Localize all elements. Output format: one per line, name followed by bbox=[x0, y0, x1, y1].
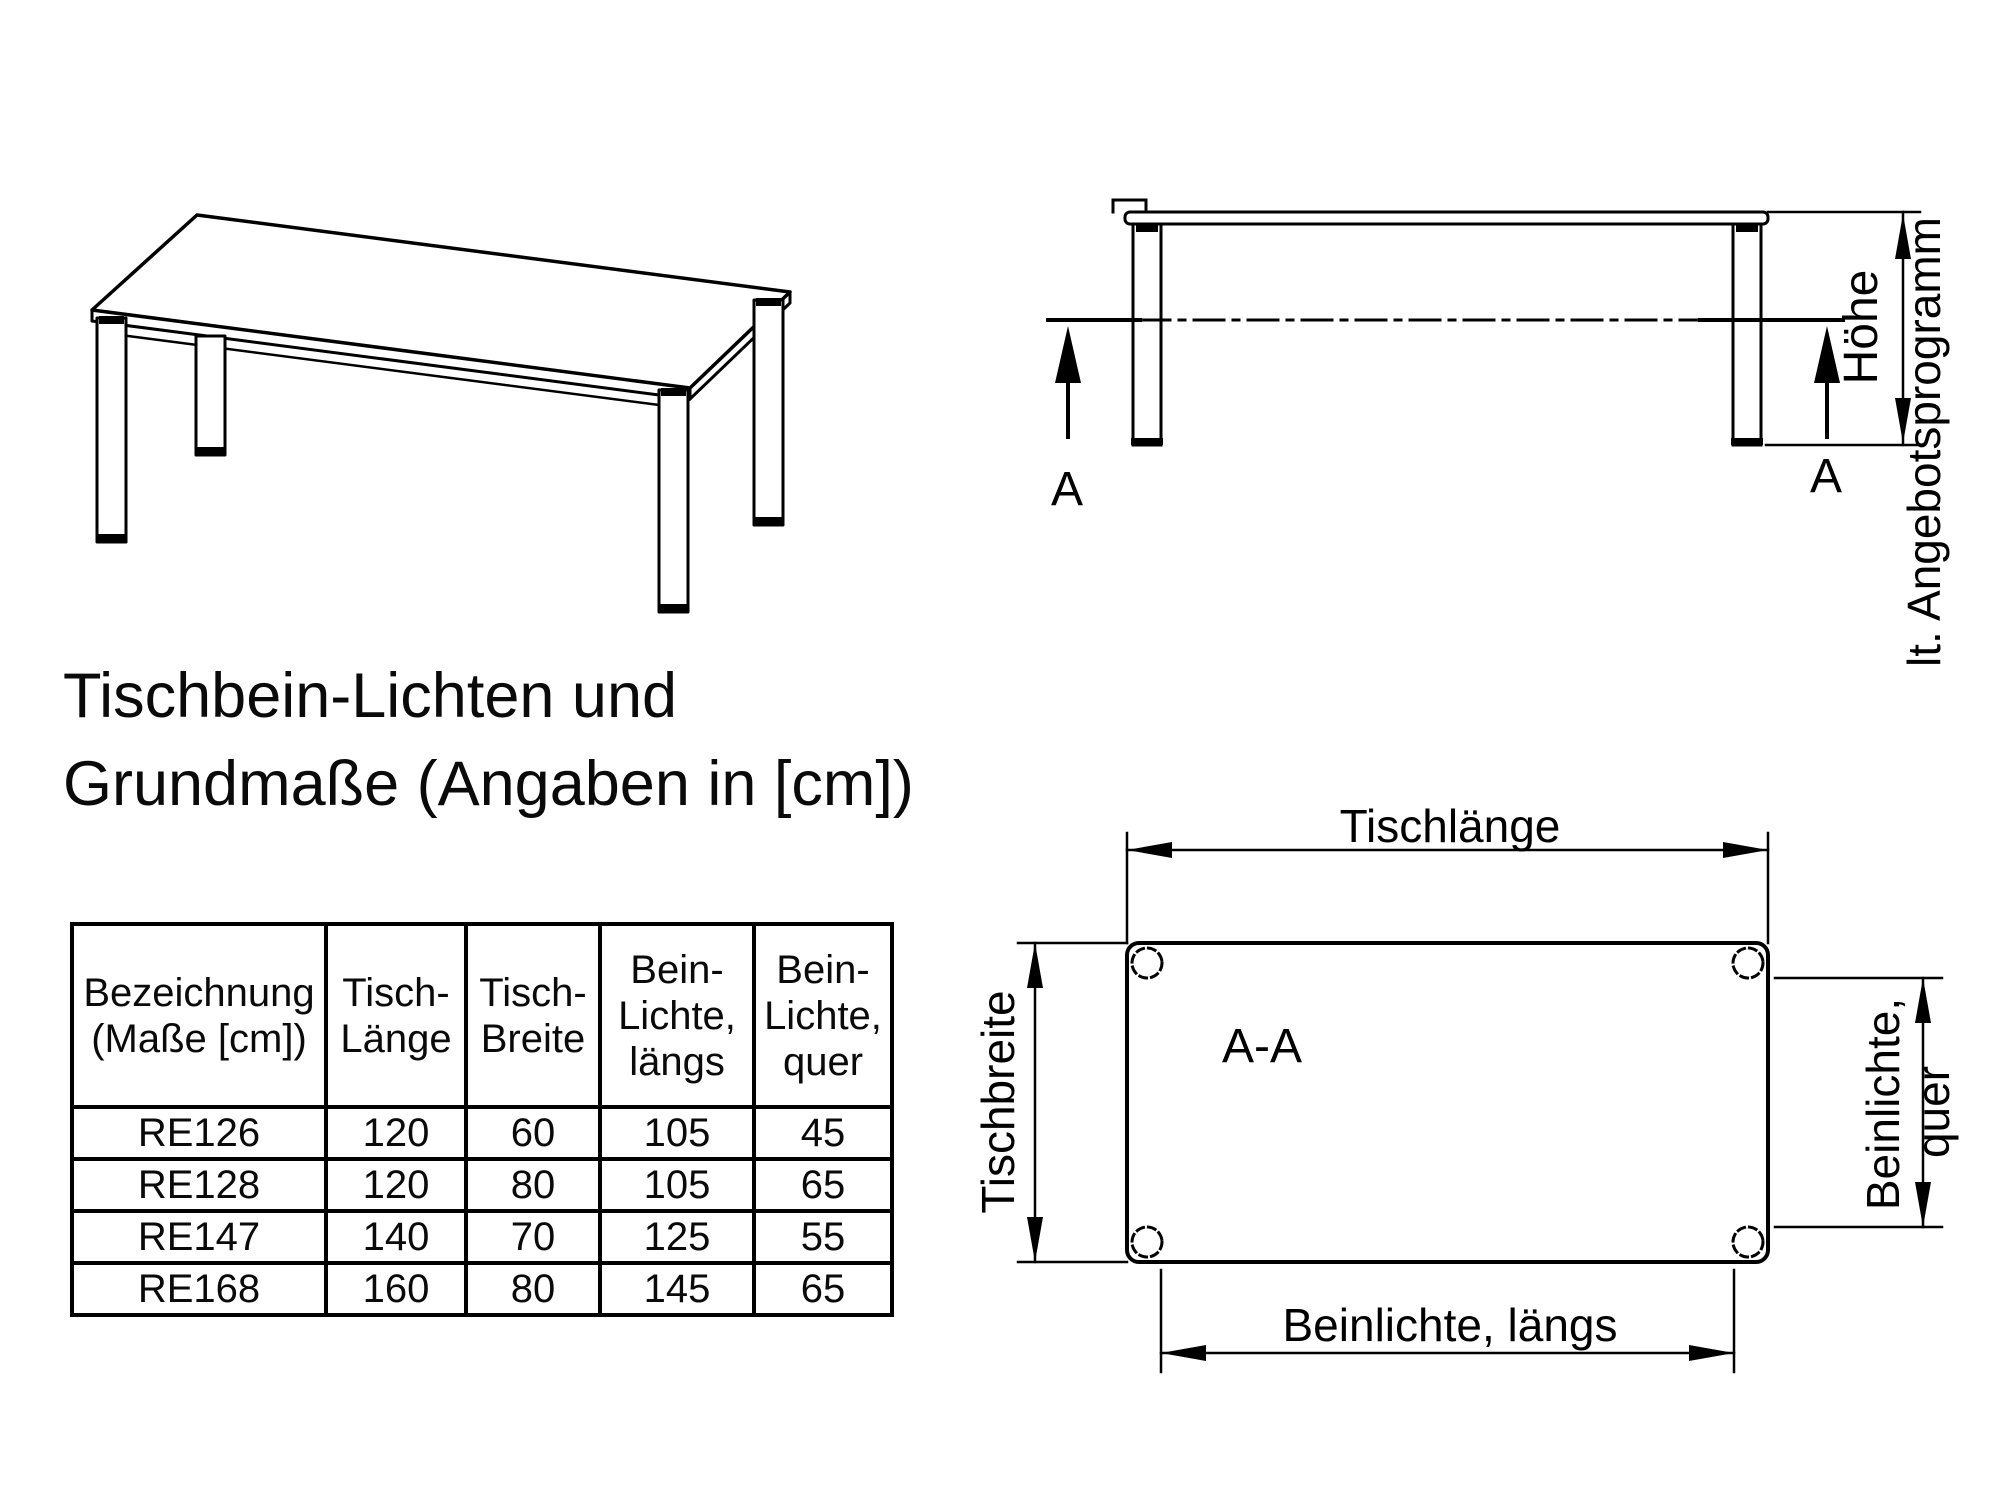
table-cell: 60 bbox=[466, 1107, 600, 1159]
table-cell: 55 bbox=[754, 1211, 892, 1263]
table-cell: 105 bbox=[600, 1159, 754, 1211]
sheet-title-line1: Tischbein-Lichten und bbox=[63, 661, 678, 731]
table-cell: 125 bbox=[600, 1211, 754, 1263]
table-cell: 120 bbox=[326, 1159, 466, 1211]
table-cell: 65 bbox=[754, 1159, 892, 1211]
column-header-tischlaenge: Tisch- Länge bbox=[326, 924, 466, 1107]
height-note-label: lt. Angebotsprogramm bbox=[1898, 216, 1950, 668]
plan-drawing bbox=[1018, 833, 1942, 1372]
table-cell: 45 bbox=[754, 1107, 892, 1159]
table-cell: 65 bbox=[754, 1263, 892, 1315]
isometric-table-drawing bbox=[92, 215, 790, 612]
table-cell: 140 bbox=[326, 1211, 466, 1263]
table-length-label: Tischlänge bbox=[1339, 800, 1561, 852]
elevation-drawing bbox=[1048, 200, 1920, 445]
sheet-title bbox=[63, 652, 914, 828]
column-header-beinlichte-laengs: Bein- Lichte, längs bbox=[600, 924, 754, 1107]
table-cell: 145 bbox=[600, 1263, 754, 1315]
table-cell: 80 bbox=[466, 1263, 600, 1315]
table-cell: 105 bbox=[600, 1107, 754, 1159]
column-header-beinlichte-quer: Bein- Lichte, quer bbox=[754, 924, 892, 1107]
dimensions-table bbox=[70, 922, 894, 1317]
table-row bbox=[72, 1107, 892, 1159]
table-cell: RE147 bbox=[72, 1211, 326, 1263]
table-row bbox=[72, 1211, 892, 1263]
table-width-label: Tischbreite bbox=[972, 990, 1024, 1214]
table-cell: 160 bbox=[326, 1263, 466, 1315]
plan-section-title: A-A bbox=[1221, 1020, 1303, 1073]
table-cell: 80 bbox=[466, 1159, 600, 1211]
leg-clearance-cross-label-line1: Beinlichte, bbox=[1857, 997, 1909, 1211]
header-row bbox=[72, 924, 892, 1107]
column-header-tischbreite: Tisch- Breite bbox=[466, 924, 600, 1107]
table-cell: RE128 bbox=[72, 1159, 326, 1211]
table-row bbox=[72, 1263, 892, 1315]
height-dimension-label: Höhe bbox=[1835, 269, 1888, 385]
table-cell: RE168 bbox=[72, 1263, 326, 1315]
section-label-a-right: A bbox=[1809, 450, 1843, 503]
column-header-bezeichnung: Bezeichnung (Maße [cm]) bbox=[72, 924, 326, 1107]
table-cell: RE126 bbox=[72, 1107, 326, 1159]
table-cell: 120 bbox=[326, 1107, 466, 1159]
section-arrow-left bbox=[1055, 326, 1081, 383]
sheet-title-line2: Grundmaße (Angaben in [cm]) bbox=[63, 749, 914, 819]
leg-clearance-cross-label-line2: quer bbox=[1907, 1065, 1959, 1159]
leg-clearance-long-label: Beinlichte, längs bbox=[1282, 1299, 1618, 1351]
table-cell: 70 bbox=[466, 1211, 600, 1263]
section-label-a-left: A bbox=[1050, 463, 1084, 516]
table-row bbox=[72, 1159, 892, 1211]
